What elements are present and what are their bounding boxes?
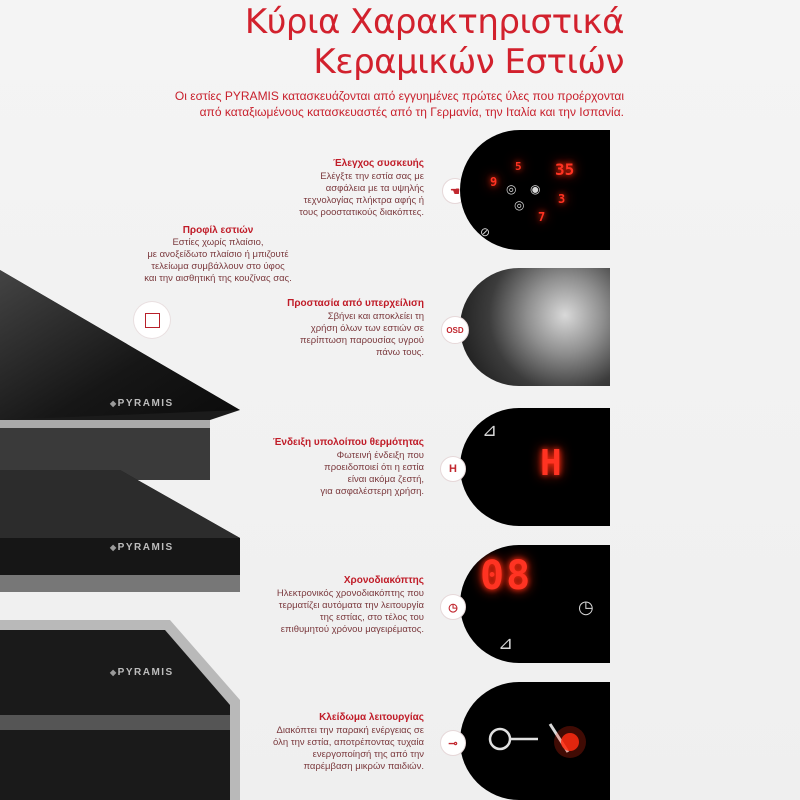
- control-display-d: 3: [558, 192, 566, 206]
- feature-body-1: Διακόπτει την παρακή ενέργειας σε: [276, 725, 424, 736]
- residual-heat-icon: H: [440, 456, 466, 482]
- title-line-1: Κύρια Χαρακτηριστικά: [244, 2, 624, 42]
- feature-heading: Έλεγχος συσκευής: [333, 158, 424, 169]
- frame-profile-icon: [134, 302, 170, 338]
- lock-photo: [460, 682, 610, 800]
- timer-photo: [460, 545, 610, 663]
- profile-feature: [136, 225, 300, 285]
- feature-body-3: είναι ακόμα ζεστή,: [347, 474, 424, 485]
- feature-body-1: Ελέγξτε την εστία σας με: [320, 171, 424, 182]
- feature-body-1: Σβήνει και αποκλείει τη: [327, 311, 424, 322]
- control-display-c: 7: [538, 210, 546, 224]
- feature-overflow-protection: [204, 298, 424, 359]
- control-touch-key: ◎: [506, 182, 517, 196]
- feature-body-2: ασφάλεια με τα υψηλής: [325, 183, 424, 194]
- feature-body-3: τεχνολογίας πλήκτρα αφής ή: [303, 195, 424, 206]
- profile-heading: Προφίλ εστιών: [182, 225, 254, 236]
- osd-badge: OSD: [441, 316, 469, 344]
- feature-body-3: της εστίας, στο τέλος του: [319, 612, 424, 623]
- intro-line-2: από καταξιωμένους κατασκευαστές από τη Γερμανία, την Ιταλία και την Ισπανία.: [199, 105, 624, 119]
- brand-label: ◆ PYRAMIS: [110, 667, 174, 678]
- profile-body-4: και την αισθητική της κουζίνας σας.: [144, 273, 292, 284]
- clock-key-icon: ◷: [578, 597, 594, 617]
- control-display-a: 9: [490, 175, 498, 189]
- feature-heading: Προστασία από υπερχείλιση: [287, 298, 424, 309]
- feature-body-4: πάνω τους.: [375, 347, 424, 358]
- feature-body-1: Ηλεκτρονικός χρονοδιακόπτης που: [276, 588, 424, 599]
- feature-heading: Χρονοδιακόπτης: [343, 575, 424, 586]
- residual-heat-display: H: [540, 443, 562, 484]
- zone-marker-icon: ⊿: [482, 420, 498, 440]
- feature-body-4: επιθυμητού χρόνου μαγειρέματος.: [280, 624, 424, 635]
- feature-body-4: παρέμβαση μικρών παιδιών.: [303, 761, 424, 772]
- feature-body-4: τους ροοστατικούς διακόπτες.: [299, 207, 424, 218]
- feature-timer: [204, 575, 424, 636]
- feature-body-2: χρήση όλων των εστιών σε: [310, 323, 424, 334]
- intro-line-1: Οι εστίες PYRAMIS κατασκευάζονται από εγγυημένες πρώτες ύλες που προέρχονται: [174, 89, 624, 103]
- control-touch-key: ◉: [530, 182, 541, 196]
- brand-label: ◆ PYRAMIS: [110, 542, 174, 553]
- feature-body-4: για ασφαλέστερη χρήση.: [320, 486, 424, 497]
- residual-heat-photo: [460, 408, 610, 526]
- feature-device-control: [204, 158, 424, 219]
- brand-label: ◆ PYRAMIS: [110, 398, 174, 409]
- touch-icon: ☚: [442, 178, 468, 204]
- feature-child-lock: [204, 712, 424, 773]
- profile-body-2: με ανοξείδωτο πλαίσιο ή μπιζουτέ: [147, 249, 289, 260]
- control-touch-key: ◎: [514, 198, 525, 212]
- zone-marker-icon: ⊿: [498, 633, 514, 653]
- control-display-temp: 35: [555, 160, 575, 179]
- feature-residual-heat: [204, 437, 424, 498]
- title-line-2: Κεραμικών Εστιών: [313, 42, 624, 82]
- feature-heading: Κλείδωμα λειτουργίας: [319, 712, 424, 723]
- timer-display: 08: [480, 553, 533, 599]
- lock-key-graphic: [460, 682, 610, 800]
- profile-body-3: τελείωμα συμβάλλουν στο ύφος: [151, 261, 285, 272]
- feature-body-2: προειδοποιεί ότι η εστία: [324, 462, 424, 473]
- feature-body-3: περίπτωση παρουσίας υγρού: [300, 335, 424, 346]
- intro-text: [64, 88, 624, 120]
- control-panel-photo: [460, 130, 610, 250]
- clock-icon: ◷: [440, 594, 466, 620]
- hob-3-shape: [0, 620, 260, 800]
- feature-body-2: τερματίζει αυτόματα την λειτουργία: [278, 600, 424, 611]
- feature-heading: Ένδειξη υπολοίπου θερμότητας: [272, 437, 424, 448]
- feature-body-1: Φωτεινή ένδειξη που: [336, 450, 424, 461]
- feature-body-3: ενεργοποίησή της από την: [312, 749, 424, 760]
- feature-body-2: όλη την εστία, αποτρέποντας τυχαία: [273, 737, 424, 748]
- control-touch-key: ⊘: [480, 225, 491, 239]
- lock-key-icon: ⊸: [440, 730, 466, 756]
- overflow-photo: [460, 268, 610, 386]
- page-title: [104, 0, 624, 82]
- profile-body-1: Εστίες χωρίς πλαίσιο,: [172, 237, 264, 248]
- control-display-b: 5: [515, 160, 522, 173]
